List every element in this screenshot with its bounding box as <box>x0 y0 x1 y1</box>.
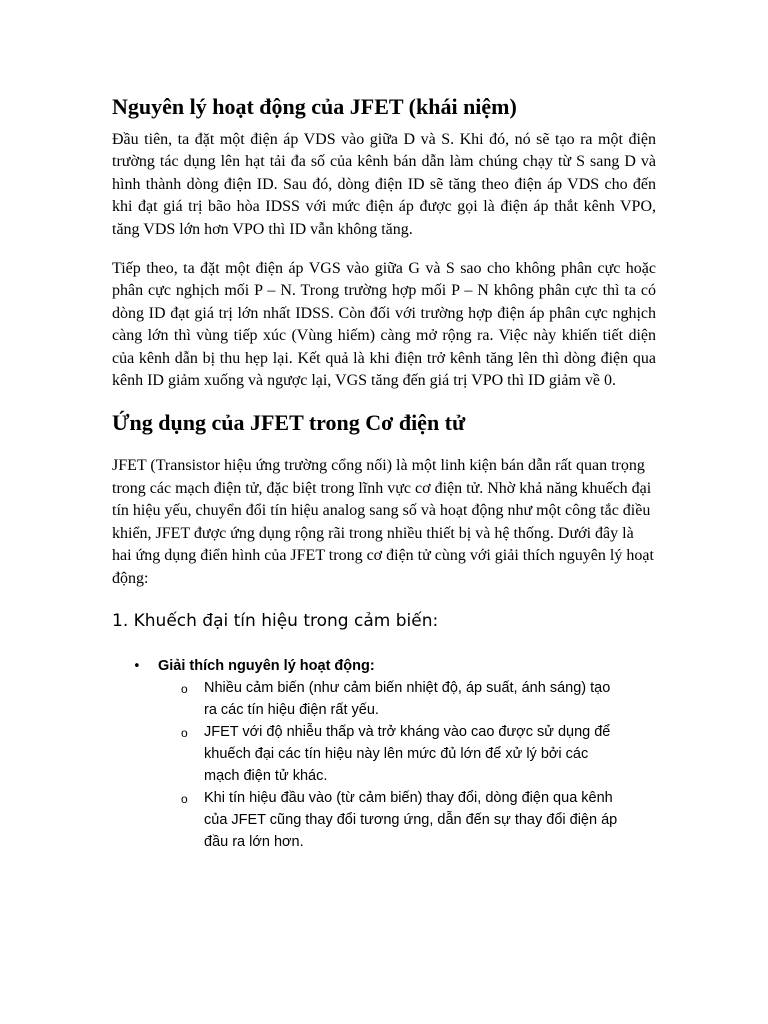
bullet-list <box>112 655 656 853</box>
section-heading-applications: Ứng dụng của JFET trong Cơ điện tử <box>112 410 466 436</box>
bullet-icon: • <box>133 658 141 674</box>
circle-bullet-icon: o <box>181 725 188 740</box>
circle-bullet-icon: o <box>181 791 188 806</box>
sub-list-item-text: Khi tín hiệu đầu vào (từ cảm biến) thay đổi, dòng điện qua kênh của JFET cũng thay đổi tương ứng, dẫn đến sự thay đổi điện áp đầu ra lớn hơn. <box>204 789 618 850</box>
sub-list-item <box>158 721 624 787</box>
sub-list-item <box>158 677 624 721</box>
paragraph-jfet-intro: JFET (Transistor hiệu ứng trường cổng nối) là một linh kiện bán dẫn rất quan trọng trong các mạch điện tử, đặc biệt trong lĩnh vực cơ điện tử. Nhờ khả năng khuếch đại tín hiệu yếu, chuyển đổi tín hiệu analog sang số và hoạt động như một công tắc điều khiển, JFET được ứng dụng rộng rãi trong nhiều thiết bị và hệ thống. Dưới đây là hai ứng dụng điển hình của JFET trong cơ điện tử cùng với giải thích nguyên lý hoạt động: <box>112 457 654 587</box>
paragraph-vgs: Tiếp theo, ta đặt một điện áp VGS vào giữa G và S sao cho không phân cực hoặc phân cực nghịch mối P – N. Trong trường hợp mối P – N không phân cực thì ta có dòng ID đạt giá trị lớn nhất IDSS. Còn đối với trường hợp điện áp phân cực nghịch càng lớn thì vùng tiếp xúc (Vùng hiếm) càng mở rộng ra. Việc này khiến tiết diện của kênh dẫn bị thu hẹp lại. Kết quả là khi điện trở kênh tăng lên thì dòng điện qua kênh ID giảm xuống và ngược lại, VGS tăng đến giá trị VPO thì ID giảm về 0. <box>112 260 656 390</box>
list-item <box>112 655 656 853</box>
document-body <box>112 92 656 853</box>
sub-bullet-list <box>158 677 656 853</box>
circle-bullet-icon: o <box>181 681 188 696</box>
subheading-signal-amplification: 1. Khuếch đại tín hiệu trong cảm biến: <box>112 610 439 631</box>
paragraph-vds: Đầu tiên, ta đặt một điện áp VDS vào giữa D và S. Khi đó, nó sẽ tạo ra một điện trường tác dụng lên hạt tải đa số của kênh bán dẫn làm chúng chạy từ S sang D và hình thành dòng điện ID. Sau đó, dòng điện ID sẽ tăng theo điện áp VDS cho đến khi đạt giá trị bão hòa IDSS với mức điện áp được gọi là điện áp thắt kênh VPO, tăng VDS lớn hơn VPO thì ID vẫn không tăng. <box>112 131 656 238</box>
sub-list-item <box>158 787 624 853</box>
list-item-label: Giải thích nguyên lý hoạt động: <box>158 657 375 674</box>
sub-list-item-text: Nhiều cảm biến (như cảm biến nhiệt độ, áp suất, ánh sáng) tạo ra các tín hiệu điện rất yếu. <box>204 679 611 718</box>
section-heading-principle: Nguyên lý hoạt động của JFET (khái niệm) <box>112 94 517 119</box>
sub-list-item-text: JFET với độ nhiễu thấp và trở kháng vào cao được sử dụng để khuếch đại các tín hiệu này lên mức đủ lớn để xử lý bởi các mạch điện tử khác. <box>204 723 611 784</box>
